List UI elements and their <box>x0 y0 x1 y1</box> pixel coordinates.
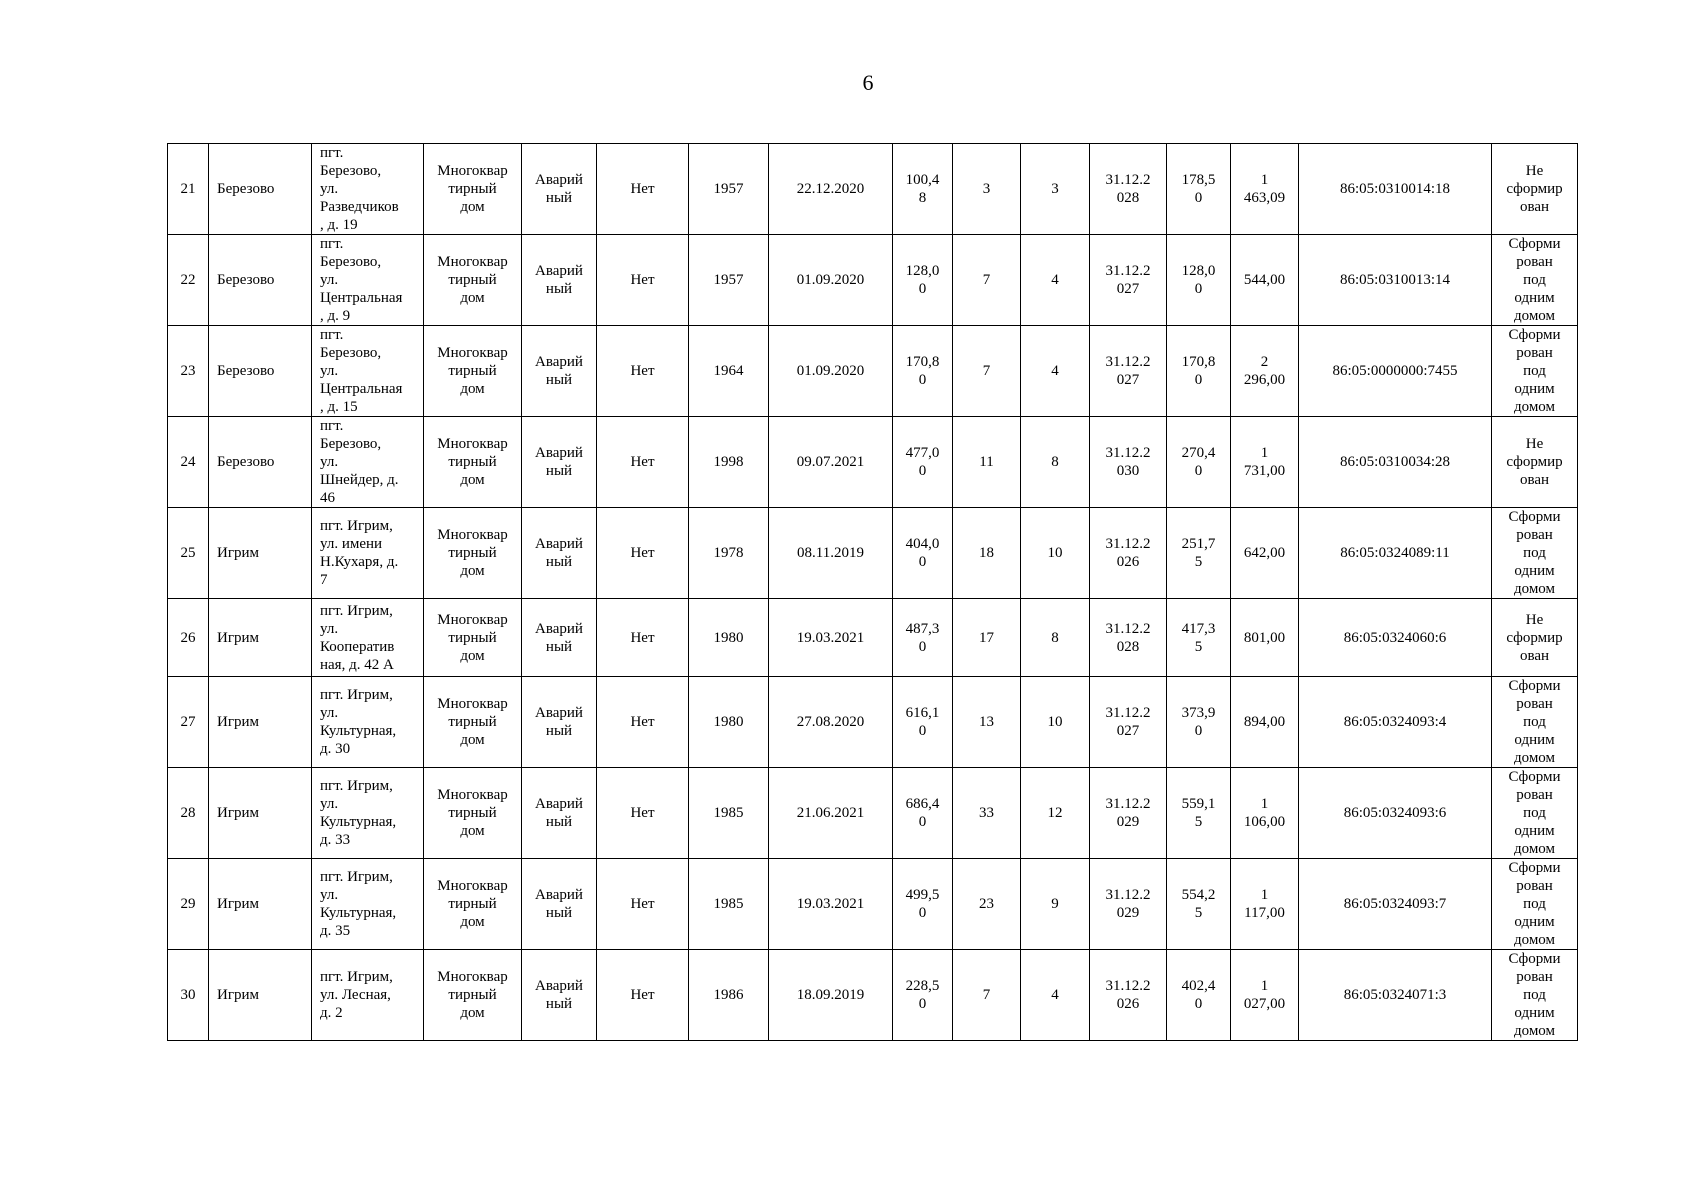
resettlement-deadline-cell: 31.12.2 028 <box>1090 599 1167 677</box>
settlement-cell: Березово <box>209 326 312 417</box>
address-cell: пгт. Березово, ул. Центральная , д. 15 <box>312 326 424 417</box>
settlement-cell: Игрим <box>209 677 312 768</box>
table-row <box>168 144 1578 235</box>
land-area-cell: 544,00 <box>1231 235 1299 326</box>
building-type-cell: Многоквар тирный дом <box>424 599 522 677</box>
condition-cell: Аварий ный <box>522 599 597 677</box>
row-number-cell: 29 <box>168 859 209 950</box>
condition-cell: Аварий ный <box>522 950 597 1041</box>
table-body <box>168 144 1578 1041</box>
total-area-cell: 477,0 0 <box>893 417 953 508</box>
land-area-cell: 1 463,09 <box>1231 144 1299 235</box>
resettlement-deadline-cell: 31.12.2 027 <box>1090 326 1167 417</box>
land-status-cell: Не сформир ован <box>1492 417 1578 508</box>
resettlement-deadline-cell: 31.12.2 027 <box>1090 677 1167 768</box>
residential-area-cell: 270,4 0 <box>1167 417 1231 508</box>
year-built-cell: 1957 <box>689 235 769 326</box>
row-number-cell: 28 <box>168 768 209 859</box>
table-row <box>168 508 1578 599</box>
land-area-cell: 1 027,00 <box>1231 950 1299 1041</box>
flag-cell: Нет <box>597 768 689 859</box>
land-status-cell: Сформи рован под одним домом <box>1492 326 1578 417</box>
land-area-cell: 894,00 <box>1231 677 1299 768</box>
year-built-cell: 1980 <box>689 677 769 768</box>
land-status-cell: Сформи рован под одним домом <box>1492 677 1578 768</box>
residents-count-cell: 7 <box>953 235 1021 326</box>
resettlement-deadline-cell: 31.12.2 026 <box>1090 950 1167 1041</box>
recognition-date-cell: 08.11.2019 <box>769 508 893 599</box>
residents-count-cell: 17 <box>953 599 1021 677</box>
address-cell: пгт. Игрим, ул. Лесная, д. 2 <box>312 950 424 1041</box>
apartments-count-cell: 12 <box>1021 768 1090 859</box>
residential-area-cell: 170,8 0 <box>1167 326 1231 417</box>
address-cell: пгт. Игрим, ул. имени Н.Кухаря, д. 7 <box>312 508 424 599</box>
residential-area-cell: 402,4 0 <box>1167 950 1231 1041</box>
cadastral-number-cell: 86:05:0324093:4 <box>1299 677 1492 768</box>
total-area-cell: 228,5 0 <box>893 950 953 1041</box>
total-area-cell: 616,1 0 <box>893 677 953 768</box>
residents-count-cell: 7 <box>953 950 1021 1041</box>
resettlement-deadline-cell: 31.12.2 029 <box>1090 859 1167 950</box>
residents-count-cell: 11 <box>953 417 1021 508</box>
table-row <box>168 599 1578 677</box>
table-row <box>168 768 1578 859</box>
cadastral-number-cell: 86:05:0310034:28 <box>1299 417 1492 508</box>
cadastral-number-cell: 86:05:0000000:7455 <box>1299 326 1492 417</box>
apartments-count-cell: 4 <box>1021 950 1090 1041</box>
land-status-cell: Сформи рован под одним домом <box>1492 950 1578 1041</box>
total-area-cell: 487,3 0 <box>893 599 953 677</box>
table-row <box>168 950 1578 1041</box>
address-cell: пгт. Березово, ул. Разведчиков , д. 19 <box>312 144 424 235</box>
resettlement-deadline-cell: 31.12.2 030 <box>1090 417 1167 508</box>
address-cell: пгт. Игрим, ул. Культурная, д. 33 <box>312 768 424 859</box>
residential-area-cell: 373,9 0 <box>1167 677 1231 768</box>
settlement-cell: Игрим <box>209 599 312 677</box>
resettlement-deadline-cell: 31.12.2 027 <box>1090 235 1167 326</box>
settlement-cell: Игрим <box>209 859 312 950</box>
resettlement-deadline-cell: 31.12.2 029 <box>1090 768 1167 859</box>
residential-area-cell: 178,5 0 <box>1167 144 1231 235</box>
condition-cell: Аварий ный <box>522 417 597 508</box>
condition-cell: Аварий ный <box>522 677 597 768</box>
residents-count-cell: 33 <box>953 768 1021 859</box>
residents-count-cell: 23 <box>953 859 1021 950</box>
row-number-cell: 24 <box>168 417 209 508</box>
cadastral-number-cell: 86:05:0324071:3 <box>1299 950 1492 1041</box>
residential-area-cell: 417,3 5 <box>1167 599 1231 677</box>
building-type-cell: Многоквар тирный дом <box>424 677 522 768</box>
building-type-cell: Многоквар тирный дом <box>424 950 522 1041</box>
total-area-cell: 100,4 8 <box>893 144 953 235</box>
recognition-date-cell: 19.03.2021 <box>769 859 893 950</box>
flag-cell: Нет <box>597 144 689 235</box>
row-number-cell: 23 <box>168 326 209 417</box>
building-type-cell: Многоквар тирный дом <box>424 235 522 326</box>
condition-cell: Аварий ный <box>522 326 597 417</box>
condition-cell: Аварий ный <box>522 144 597 235</box>
residential-area-cell: 554,2 5 <box>1167 859 1231 950</box>
apartments-count-cell: 10 <box>1021 508 1090 599</box>
year-built-cell: 1980 <box>689 599 769 677</box>
total-area-cell: 499,5 0 <box>893 859 953 950</box>
address-cell: пгт. Березово, ул. Центральная , д. 9 <box>312 235 424 326</box>
building-type-cell: Многоквар тирный дом <box>424 859 522 950</box>
land-status-cell: Сформи рован под одним домом <box>1492 859 1578 950</box>
address-cell: пгт. Игрим, ул. Культурная, д. 35 <box>312 859 424 950</box>
flag-cell: Нет <box>597 326 689 417</box>
land-area-cell: 2 296,00 <box>1231 326 1299 417</box>
settlement-cell: Березово <box>209 417 312 508</box>
recognition-date-cell: 01.09.2020 <box>769 326 893 417</box>
apartments-count-cell: 10 <box>1021 677 1090 768</box>
apartments-count-cell: 8 <box>1021 417 1090 508</box>
total-area-cell: 686,4 0 <box>893 768 953 859</box>
cadastral-number-cell: 86:05:0324089:11 <box>1299 508 1492 599</box>
year-built-cell: 1978 <box>689 508 769 599</box>
row-number-cell: 25 <box>168 508 209 599</box>
residents-count-cell: 3 <box>953 144 1021 235</box>
cadastral-number-cell: 86:05:0324093:7 <box>1299 859 1492 950</box>
settlement-cell: Игрим <box>209 508 312 599</box>
total-area-cell: 128,0 0 <box>893 235 953 326</box>
residential-area-cell: 128,0 0 <box>1167 235 1231 326</box>
building-type-cell: Многоквар тирный дом <box>424 768 522 859</box>
resettlement-deadline-cell: 31.12.2 028 <box>1090 144 1167 235</box>
recognition-date-cell: 18.09.2019 <box>769 950 893 1041</box>
table-row <box>168 326 1578 417</box>
resettlement-deadline-cell: 31.12.2 026 <box>1090 508 1167 599</box>
land-area-cell: 1 117,00 <box>1231 859 1299 950</box>
cadastral-number-cell: 86:05:0310014:18 <box>1299 144 1492 235</box>
year-built-cell: 1957 <box>689 144 769 235</box>
recognition-date-cell: 22.12.2020 <box>769 144 893 235</box>
land-status-cell: Сформи рован под одним домом <box>1492 768 1578 859</box>
settlement-cell: Березово <box>209 144 312 235</box>
total-area-cell: 404,0 0 <box>893 508 953 599</box>
settlement-cell: Березово <box>209 235 312 326</box>
row-number-cell: 22 <box>168 235 209 326</box>
residents-count-cell: 7 <box>953 326 1021 417</box>
year-built-cell: 1986 <box>689 950 769 1041</box>
land-status-cell: Не сформир ован <box>1492 144 1578 235</box>
land-status-cell: Сформи рован под одним домом <box>1492 508 1578 599</box>
recognition-date-cell: 21.06.2021 <box>769 768 893 859</box>
flag-cell: Нет <box>597 950 689 1041</box>
recognition-date-cell: 27.08.2020 <box>769 677 893 768</box>
cadastral-number-cell: 86:05:0324060:6 <box>1299 599 1492 677</box>
land-status-cell: Не сформир ован <box>1492 599 1578 677</box>
land-area-cell: 1 731,00 <box>1231 417 1299 508</box>
apartments-count-cell: 9 <box>1021 859 1090 950</box>
recognition-date-cell: 19.03.2021 <box>769 599 893 677</box>
cadastral-number-cell: 86:05:0310013:14 <box>1299 235 1492 326</box>
flag-cell: Нет <box>597 859 689 950</box>
settlement-cell: Игрим <box>209 950 312 1041</box>
land-area-cell: 642,00 <box>1231 508 1299 599</box>
residential-area-cell: 251,7 5 <box>1167 508 1231 599</box>
condition-cell: Аварий ный <box>522 859 597 950</box>
recognition-date-cell: 01.09.2020 <box>769 235 893 326</box>
apartments-count-cell: 8 <box>1021 599 1090 677</box>
residents-count-cell: 18 <box>953 508 1021 599</box>
land-area-cell: 1 106,00 <box>1231 768 1299 859</box>
settlement-cell: Игрим <box>209 768 312 859</box>
flag-cell: Нет <box>597 235 689 326</box>
housing-registry-table <box>167 143 1578 1041</box>
year-built-cell: 1985 <box>689 768 769 859</box>
residential-area-cell: 559,1 5 <box>1167 768 1231 859</box>
year-built-cell: 1985 <box>689 859 769 950</box>
building-type-cell: Многоквар тирный дом <box>424 508 522 599</box>
residents-count-cell: 13 <box>953 677 1021 768</box>
row-number-cell: 30 <box>168 950 209 1041</box>
apartments-count-cell: 4 <box>1021 235 1090 326</box>
address-cell: пгт. Игрим, ул. Культурная, д. 30 <box>312 677 424 768</box>
cadastral-number-cell: 86:05:0324093:6 <box>1299 768 1492 859</box>
building-type-cell: Многоквар тирный дом <box>424 144 522 235</box>
table-row <box>168 417 1578 508</box>
table-row <box>168 859 1578 950</box>
year-built-cell: 1998 <box>689 417 769 508</box>
land-status-cell: Сформи рован под одним домом <box>1492 235 1578 326</box>
condition-cell: Аварий ный <box>522 508 597 599</box>
building-type-cell: Многоквар тирный дом <box>424 417 522 508</box>
table-row <box>168 235 1578 326</box>
flag-cell: Нет <box>597 599 689 677</box>
land-area-cell: 801,00 <box>1231 599 1299 677</box>
address-cell: пгт. Березово, ул. Шнейдер, д. 46 <box>312 417 424 508</box>
apartments-count-cell: 3 <box>1021 144 1090 235</box>
year-built-cell: 1964 <box>689 326 769 417</box>
flag-cell: Нет <box>597 677 689 768</box>
recognition-date-cell: 09.07.2021 <box>769 417 893 508</box>
condition-cell: Аварий ный <box>522 768 597 859</box>
table-row <box>168 677 1578 768</box>
apartments-count-cell: 4 <box>1021 326 1090 417</box>
condition-cell: Аварий ный <box>522 235 597 326</box>
building-type-cell: Многоквар тирный дом <box>424 326 522 417</box>
flag-cell: Нет <box>597 508 689 599</box>
page-number: 6 <box>862 70 874 95</box>
row-number-cell: 21 <box>168 144 209 235</box>
row-number-cell: 26 <box>168 599 209 677</box>
address-cell: пгт. Игрим, ул. Кооператив ная, д. 42 А <box>312 599 424 677</box>
total-area-cell: 170,8 0 <box>893 326 953 417</box>
flag-cell: Нет <box>597 417 689 508</box>
row-number-cell: 27 <box>168 677 209 768</box>
